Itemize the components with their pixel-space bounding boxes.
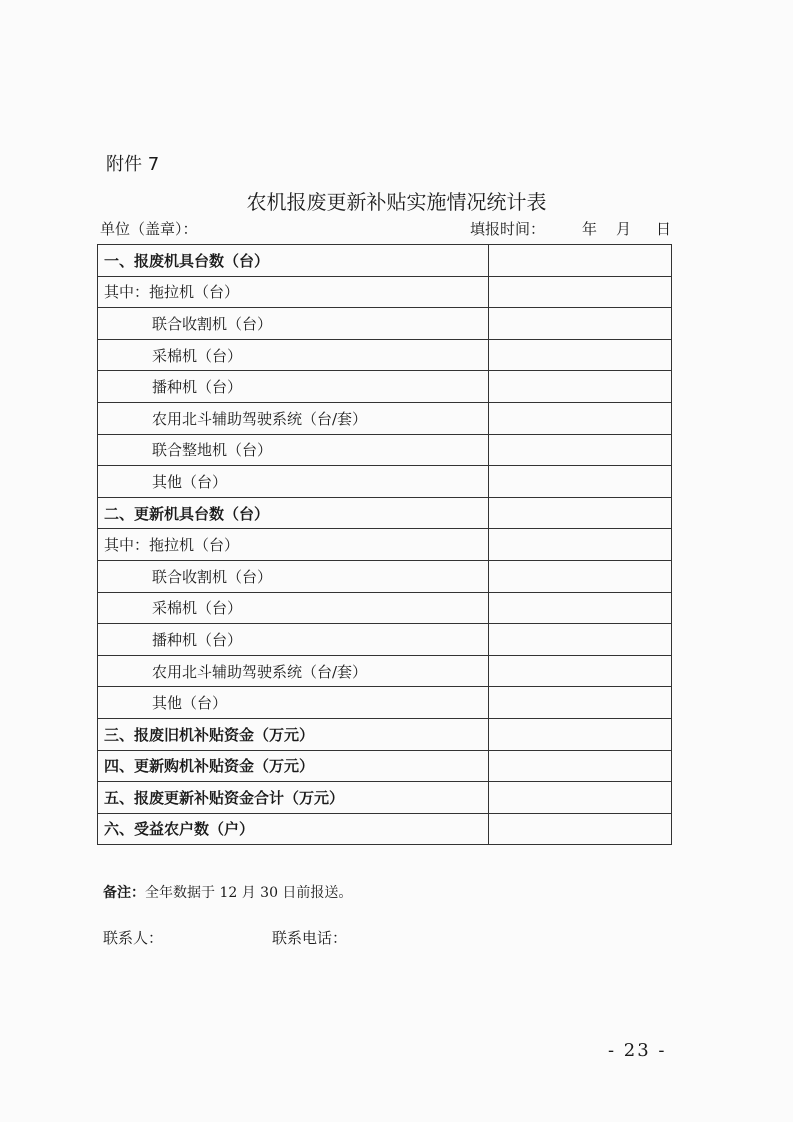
row-label: 二、更新机具台数（台）	[98, 497, 489, 529]
row-label: 其中：拖拉机（台）	[98, 276, 489, 308]
table-row	[98, 371, 672, 403]
table-row	[98, 592, 672, 624]
table-row	[98, 687, 672, 719]
row-value-cell[interactable]	[489, 402, 672, 434]
row-value-cell[interactable]	[489, 560, 672, 592]
document-title: 农机报废更新补贴实施情况统计表	[246, 190, 547, 214]
row-label: 农用北斗辅助驾驶系统（台/套）	[98, 402, 489, 434]
row-value-cell[interactable]	[489, 497, 672, 529]
row-value-cell[interactable]	[489, 276, 672, 308]
table-row	[98, 813, 672, 845]
table-row	[98, 497, 672, 529]
table-row	[98, 434, 672, 466]
row-label: 其中：拖拉机（台）	[98, 529, 489, 561]
row-label: 联合收割机（台）	[98, 560, 489, 592]
row-value-cell[interactable]	[489, 466, 672, 498]
unit-line	[100, 218, 674, 240]
attachment-label: 附件 7	[106, 154, 160, 175]
table-row	[98, 750, 672, 782]
row-value-cell[interactable]	[489, 339, 672, 371]
row-label: 播种机（台）	[98, 624, 489, 656]
table-row	[98, 402, 672, 434]
date-year-label: 年	[582, 220, 598, 238]
table-row	[98, 308, 672, 340]
table-row	[98, 245, 672, 277]
date-day-label: 日	[656, 220, 672, 238]
row-value-cell[interactable]	[489, 655, 672, 687]
unit-label: 单位（盖章）：	[100, 220, 198, 238]
page-number: - 23 -	[608, 1040, 667, 1061]
table-row	[98, 782, 672, 814]
table-row	[98, 655, 672, 687]
note-text: 全年数据于 12 月 30 日前报送。	[145, 885, 353, 901]
statistics-table	[97, 244, 672, 845]
row-label: 播种机（台）	[98, 371, 489, 403]
row-value-cell[interactable]	[489, 718, 672, 750]
row-value-cell[interactable]	[489, 434, 672, 466]
table-row	[98, 718, 672, 750]
row-label: 联合收割机（台）	[98, 308, 489, 340]
row-label: 联合整地机（台）	[98, 434, 489, 466]
row-label: 其他（台）	[98, 687, 489, 719]
note	[103, 882, 352, 902]
table-row	[98, 339, 672, 371]
row-value-cell[interactable]	[489, 529, 672, 561]
row-label: 一、报废机具台数（台）	[98, 245, 489, 277]
row-value-cell[interactable]	[489, 308, 672, 340]
row-label: 采棉机（台）	[98, 339, 489, 371]
row-value-cell[interactable]	[489, 371, 672, 403]
note-label: 备注：	[103, 885, 145, 901]
phone-label: 联系电话：	[272, 929, 348, 947]
row-value-cell[interactable]	[489, 687, 672, 719]
row-label: 采棉机（台）	[98, 592, 489, 624]
table-row	[98, 560, 672, 592]
date-month-label: 月	[616, 220, 632, 238]
table-row	[98, 466, 672, 498]
row-value-cell[interactable]	[489, 592, 672, 624]
row-value-cell[interactable]	[489, 782, 672, 814]
row-label: 农用北斗辅助驾驶系统（台/套）	[98, 655, 489, 687]
fill-time-label: 填报时间：	[470, 220, 546, 238]
row-label: 六、受益农户数（户）	[98, 813, 489, 845]
row-label: 四、更新购机补贴资金（万元）	[98, 750, 489, 782]
table-row	[98, 624, 672, 656]
table-row	[98, 276, 672, 308]
row-value-cell[interactable]	[489, 813, 672, 845]
row-value-cell[interactable]	[489, 624, 672, 656]
row-value-cell[interactable]	[489, 245, 672, 277]
row-label: 三、报废旧机补贴资金（万元）	[98, 718, 489, 750]
row-label: 五、报废更新补贴资金合计（万元）	[98, 782, 489, 814]
table-row	[98, 529, 672, 561]
row-label: 其他（台）	[98, 466, 489, 498]
contact-label: 联系人：	[103, 929, 164, 947]
row-value-cell[interactable]	[489, 750, 672, 782]
